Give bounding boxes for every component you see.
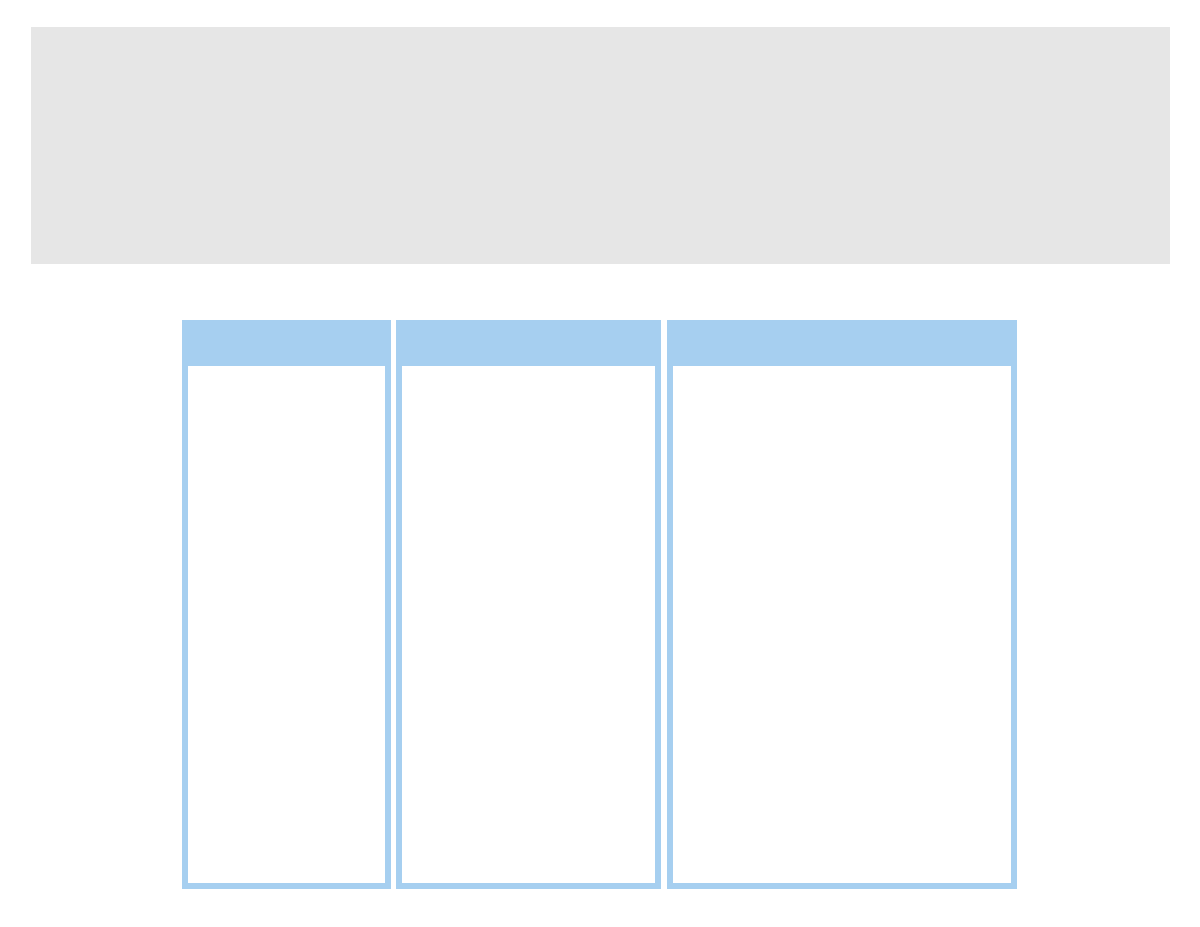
control-panel-body	[188, 366, 385, 883]
extended-panel-body	[673, 366, 1011, 883]
printable-panel-body	[402, 366, 655, 883]
printable-panel-header	[396, 320, 661, 369]
extended-panel-header	[667, 320, 1017, 369]
top-band	[31, 27, 1170, 264]
extended-panel	[667, 320, 1017, 889]
control-panel	[182, 320, 391, 889]
printable-panel	[396, 320, 661, 889]
control-panel-header	[182, 320, 391, 369]
